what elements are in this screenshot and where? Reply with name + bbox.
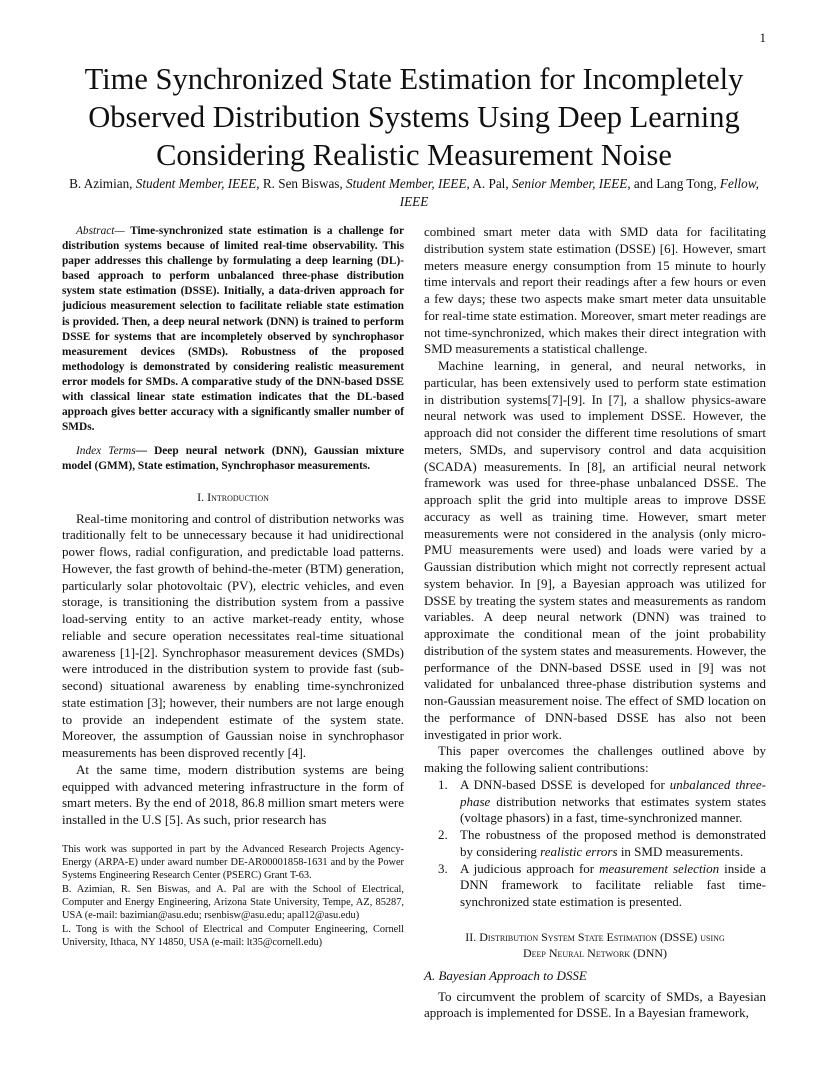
right-column	[424, 224, 766, 1022]
list-item	[424, 827, 766, 861]
contributions-list	[424, 777, 766, 911]
section-title: Distribution System State Estimation (DSSE) using	[479, 929, 725, 944]
section-heading-introduction	[62, 489, 404, 505]
section-title: Introduction	[207, 489, 269, 504]
list-text: distribution networks that estimates system states (voltage phasors) in a fast, time-synchronized manner.	[460, 793, 766, 826]
paper-title: Time Synchronized State Estimation for Incompletely Observed Distribution Systems Using Deep Learning Considering Realistic Measurement Noise	[84, 62, 744, 172]
author-list	[60, 175, 768, 211]
list-text: A DNN-based DSSE is developed for	[460, 776, 670, 792]
author-name: , R. Sen Biswas,	[256, 176, 347, 191]
section-title: Deep Neural Network (DNN)	[522, 945, 668, 960]
paragraph: Real-time monitoring and control of distribution networks was traditionally felt to be unnecessary because it had unidirectional power flows, radial configuration, and predictable load patterns. However, the fast growth of behind-the-meter (BTM) generation, particularly solar photovoltaic (PV), electric vehicles, and even storage, is transitioning the distribution system from a passive load-serving entity to an active market-ready entity, whose reliable and secure operation necessitates real-time situational awareness [1]-[2]. Synchrophasor measurement devices (SMDs) were introduced in the distribution system to provide fast (sub-second) situational awareness by enabling time-synchronized state estimation [3]; however, their numbers are not large enough to provide an independent estimate of the system state. Moreover, the assumption of Gaussian noise in synchrophasor measurements has been disproved recently [4].	[62, 510, 404, 760]
footnote-affiliation-asu: B. Azimian, R. Sen Biswas, and A. Pal are with the School of Electrical, Computer and Energy Engineering, Arizona State University, Tempe, AZ, 85287, USA (e-mail: bazimian@asu.edu; rsenbisw@asu.edu; apal12@asu.edu)	[62, 883, 404, 922]
index-terms-text: — Deep neural network (DNN), Gaussian mixture model (GMM), State estimation, Synchrophasor measurements.	[62, 445, 404, 473]
section-numeral: I.	[197, 489, 208, 504]
list-emphasis: unbalanced three-phase	[460, 776, 766, 809]
paragraph: To circumvent the problem of scarcity of SMDs, a Bayesian approach is implemented for DSSE. In a Bayesian framework,	[424, 988, 766, 1021]
list-emphasis: realistic errors	[540, 843, 618, 859]
paragraph: This paper overcomes the challenges outlined above by making the following salient contributions:	[424, 743, 766, 775]
paragraph: At the same time, modern distribution systems are being equipped with advanced metering infrastructure in the form of smart meters. By the end of 2018, 86.8 million smart meters were installed in the U.S [5]. As such, prior research has	[62, 761, 404, 827]
author-membership: Student Member, IEEE	[346, 176, 467, 191]
list-number: 1.	[438, 776, 448, 792]
list-number: 3.	[438, 860, 448, 876]
list-item	[424, 777, 766, 827]
author-name: , and Lang Tong,	[627, 176, 720, 191]
index-terms	[62, 444, 404, 474]
section-numeral: II.	[465, 929, 480, 944]
list-text: The robustness of the proposed method is demonstrated by considering	[460, 827, 766, 859]
list-text: in SMD measurements.	[617, 843, 744, 859]
footnote-affiliation-cornell: L. Tong is with the School of Electrical and Computer Engineering, Cornell University, Ithaca, NY 14850, USA (e-mail: lt35@cornell.edu)	[62, 923, 404, 948]
abstract-lead: Abstract—	[76, 225, 125, 237]
paragraph: combined smart meter data with SMD data for facilitating distribution system state estimation (DSSE) [6]. However, smart meters measure energy consumption from 15 minute to hourly time intervals and report their readings after a few hours or even a few days; these two aspects make smart meter data unsuitable for real-time state estimation. Moreover, smart meter readings are not time-synchronized, which makes their direct integration with SMD measurements a statistical challenge.	[424, 224, 766, 357]
author-membership: Senior Member, IEEE	[511, 176, 628, 191]
section-heading-dsse	[424, 929, 766, 961]
list-emphasis: measurement selection	[599, 860, 720, 876]
page-number: 1	[759, 30, 766, 45]
left-column	[62, 224, 404, 949]
author-name: , A. Pal,	[466, 176, 512, 191]
footnotes	[62, 843, 404, 949]
list-number: 2.	[438, 827, 448, 842]
list-text: A judicious approach for	[460, 860, 600, 876]
author-membership: Student Member, IEEE	[135, 176, 257, 191]
abstract	[62, 224, 404, 435]
abstract-text: Time-synchronized state estimation is a challenge for distribution systems because of limited real-time observability. This paper addresses this challenge by formulating a deep learning (DL)-based approach to perform unbalanced three-phase distribution system state estimation (DSSE). Initially, a data-driven approach for judicious measurement selection to facilitate reliable state estimation is provided. Then, a deep neural network (DNN) is trained to perform DSSE for systems that are incompletely observed by synchrophasor measurement devices (SMDs). Robustness of the proposed methodology is demonstrated by considering realistic measurement error models for SMDs. A comparative study of the DNN-based DSSE with classical linear state estimation indicates that the DL-based approach gives better accuracy with a significantly smaller number of SMDs.	[62, 225, 404, 434]
index-terms-lead: Index Terms	[76, 445, 136, 458]
list-text: inside a DNN framework to facilitate reliable fast time-synchronized state estimation is presented.	[460, 860, 766, 909]
subsection-heading: A. Bayesian Approach to DSSE	[424, 967, 587, 983]
list-item	[424, 861, 766, 911]
paragraph: Machine learning, in general, and neural networks, in particular, has been extensively used to perform state estimation in distribution systems[7]-[9]. In [7], a shallow physics-aware neural network was used to implement DSSE. However, the approach did not consider the different time resolutions of smart meters, SMDs, and supervisory control and data acquisition (SCADA) measurements. In [8], an artificial neural network framework was used for three-phase unbalanced DSSE. The approach split the grid into multiple areas to improve DSSE accuracy as well as training time. However, smart meter measurements were not considered in the analysis (only micro-PMU measurements were used) and loads were varied by a Gaussian distribution which might not correctly represent actual system behavior. In [9], a Bayesian approach was utilized for DSSE by treating the system states and measurements as random variables. A deep neural network (DNN) was trained to approximate the conditional mean of the joint probability distribution of the system states and measurements. However, the performance of the DNN-based DSSE used in [9] was not validated for unbalanced three-phase distribution systems and non-Gaussian measurement noise. The effect of SMD location on the performance of DNN-based DSSE has also not been investigated in prior work.	[424, 358, 766, 742]
author-name: B. Azimian,	[69, 176, 136, 191]
footnote-funding: This work was supported in part by the Advanced Research Projects Agency-Energy (ARPA-E) under award number DE-AR00001858-1631 and by the Power Systems Engineering Research Center (PSERC) Grant T-63.	[62, 843, 404, 882]
author-membership: Fellow, IEEE	[399, 176, 759, 209]
